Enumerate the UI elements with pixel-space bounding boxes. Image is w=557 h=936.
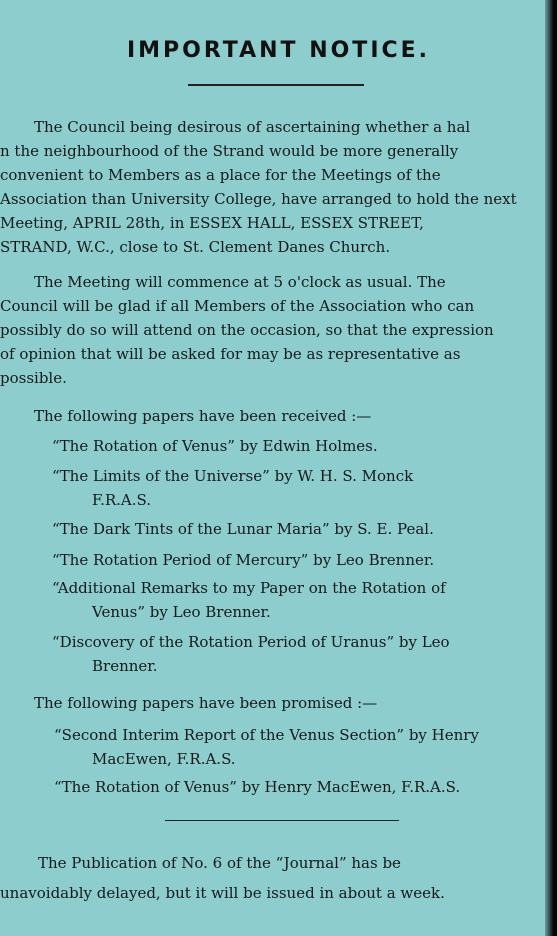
meeting-paragraph — [0, 270, 557, 390]
promised-heading: The following papers have been promised :— — [34, 694, 378, 712]
received-item — [52, 548, 434, 572]
meeting-line: Council will be glad if all Members of the Association who can — [0, 297, 475, 315]
intro-line: The Council being desirous of ascertaining whether a hal — [34, 118, 471, 136]
notice-title: IMPORTANT NOTICE. — [126, 38, 431, 63]
promised-item-line: “Second Interim Report of the Venus Section” by Henry — [54, 726, 479, 744]
meeting-line: possibly do so will attend on the occasion, so that the expression — [0, 321, 494, 339]
promised-item-line: “The Rotation of Venus” by Henry MacEwen, F.R.A.S. — [54, 778, 461, 796]
publication-line: unavoidably delayed, but it will be issued in about a week. — [0, 884, 445, 902]
meeting-line: The Meeting will commence at 5 o'clock as usual. The — [34, 273, 446, 291]
page-edge-shadow — [545, 0, 557, 936]
received-item-line: “The Rotation Period of Mercury” by Leo Brenner. — [52, 551, 435, 569]
intro-line: Meeting, APRIL 28th, in ESSEX HALL, ESSEX STREET, — [0, 214, 424, 232]
received-item-line: Brenner. — [92, 657, 158, 675]
received-item — [52, 576, 446, 624]
promised-item — [54, 775, 460, 799]
publication-paragraph — [0, 848, 557, 908]
meeting-line: possible. — [0, 369, 67, 387]
received-item-line: “Additional Remarks to my Paper on the Rotation of — [52, 579, 446, 597]
received-item-line: F.R.A.S. — [92, 491, 152, 509]
intro-paragraph — [0, 115, 557, 259]
received-item — [52, 464, 413, 512]
intro-line: n the neighbourhood of the Strand would be more generally — [0, 142, 459, 160]
intro-line: convenient to Members as a place for the Meetings of the — [0, 166, 441, 184]
promised-item — [54, 723, 479, 771]
received-item — [52, 630, 450, 678]
received-item-line: “The Dark Tints of the Lunar Maria” by S. E. Peal. — [52, 520, 434, 538]
received-item-line: Venus” by Leo Brenner. — [92, 603, 271, 621]
intro-line: Association than University College, have arranged to hold the next — [0, 190, 517, 208]
section-divider — [165, 820, 399, 821]
received-item-line: “The Limits of the Universe” by W. H. S. Monck — [52, 467, 414, 485]
received-item — [52, 434, 378, 458]
publication-line: The Publication of No. 6 of the “Journal” has be — [38, 854, 401, 872]
title-underline — [188, 84, 364, 86]
promised-item-line: MacEwen, F.R.A.S. — [92, 750, 236, 768]
meeting-line: of opinion that will be asked for may be as representative as — [0, 345, 461, 363]
intro-line: STRAND, W.C., close to St. Clement Danes Church. — [0, 238, 391, 256]
received-item-line: “Discovery of the Rotation Period of Uranus” by Leo — [52, 633, 450, 651]
received-item-line: “The Rotation of Venus” by Edwin Holmes. — [52, 437, 378, 455]
received-item — [52, 517, 434, 541]
received-heading: The following papers have been received :— — [34, 407, 372, 425]
